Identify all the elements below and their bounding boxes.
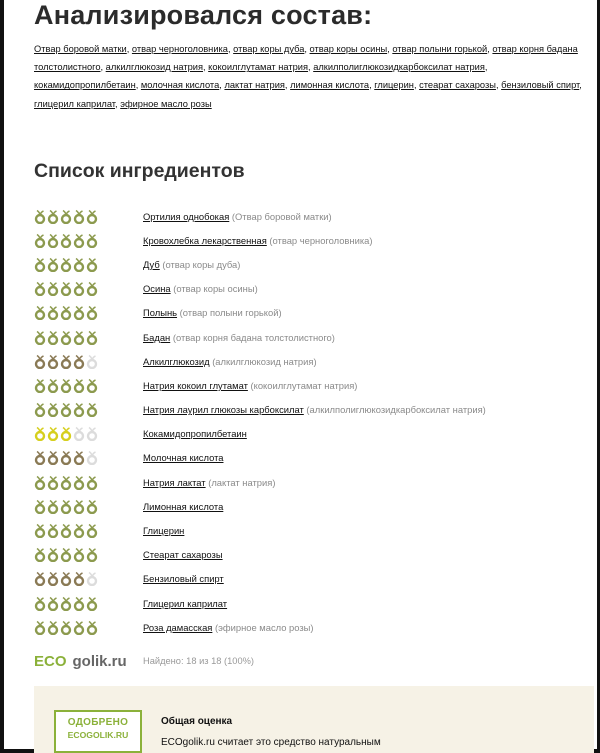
ingredient-name-link[interactable]: Кровохлебка лекарственная [143,234,267,246]
composition-link[interactable]: отвар черноголовника [131,44,228,54]
sprout-icon [60,499,72,514]
sprout-icon [73,426,85,441]
sprout-icon [73,450,85,465]
sprout-icon [34,475,46,490]
ingredient-row [34,567,594,591]
sprout-icon [60,523,72,538]
sprout-icon [60,547,72,562]
ingredient-text [143,235,372,246]
ingredient-row [34,349,594,373]
ingredient-name-link[interactable]: Натрия кокоил глутамат [143,379,248,391]
ingredient-row [34,494,594,518]
ingredient-name-link[interactable]: Стеарат сахарозы [143,549,223,561]
composition-link[interactable]: глицерин [374,80,414,91]
ingredient-text [143,598,227,609]
ingredient-name-link[interactable]: Дуб [143,258,160,270]
sprout-icon [34,547,46,562]
sprout-icon [47,281,59,296]
ingredient-name-link[interactable]: Глицерил каприлат [143,597,228,609]
sprout-icon [86,426,98,441]
ingredient-row [34,277,594,301]
sprout-icon [47,571,59,586]
sprout-icon [34,305,46,320]
sprout-icon [34,281,46,296]
sprout-icon [47,620,59,635]
sprout-icon [73,209,85,224]
ingredient-text [143,452,223,463]
ingredient-rating [34,596,143,611]
ingredient-text [143,428,247,439]
ingredient-row [34,615,594,639]
sprout-icon [73,499,85,514]
sprout-icon [86,475,98,490]
sprout-icon [47,354,59,369]
composition-link[interactable]: лимонная кислота [290,80,370,91]
sprout-icon [47,547,59,562]
sprout-icon [86,402,98,417]
composition-link[interactable]: отвар корня бадана толстолистного [34,44,578,73]
ingredient-text [143,380,357,391]
composition-link[interactable]: бензиловый спирт [501,80,580,91]
sprout-icon [60,281,72,296]
ingredient-rating [34,281,143,296]
ingredient-name-link[interactable]: Натрия лактат [143,476,206,488]
sprout-icon [60,571,72,586]
composition-link[interactable]: молочная кислота [140,80,220,91]
ingredient-row [34,422,594,446]
sprout-icon [34,450,46,465]
ingredient-alt-name: (лактат натрия) [208,476,276,488]
sprout-icon [60,620,72,635]
ingredient-alt-name: (кокоилглутамат натрия) [250,379,358,391]
sprout-icon [60,596,72,611]
sprout-icon [60,354,72,369]
overall-rating-panel [34,686,594,753]
ingredient-alt-name: (эфирное масло розы) [215,621,314,633]
ingredient-name-link[interactable]: Алкилглюкозид [143,355,210,367]
badge-line1: ОДОБРЕНО [67,717,129,728]
sprout-icon [47,426,59,441]
ingredient-text [143,549,223,560]
ingredient-row [34,204,594,228]
sprout-icon [86,450,98,465]
ingredient-rating [34,402,143,417]
sprout-icon [60,305,72,320]
sprout-icon [73,305,85,320]
sprout-icon [73,378,85,393]
composition-link[interactable]: отвар коры дуба [233,44,305,54]
sprout-icon [73,233,85,248]
composition-link[interactable]: кокамидопропилбетаин [34,80,136,91]
ingredient-text [143,404,486,415]
sprout-icon [73,596,85,611]
sprout-icon [73,475,85,490]
sprout-icon [60,378,72,393]
sprout-icon [73,523,85,538]
ingredient-name-link[interactable]: Бадан [143,331,171,343]
composition-link[interactable]: отвар полыни горькой [392,44,488,54]
sprout-icon [34,596,46,611]
composition-link[interactable]: отвар коры осины [309,44,388,54]
sprout-icon [34,354,46,369]
sprout-icon [86,233,98,248]
ingredient-alt-name: (отвар коры осины) [173,283,258,295]
sprout-icon [73,281,85,296]
ingredient-rating [34,330,143,345]
ingredient-text [143,307,282,318]
sprout-icon [47,305,59,320]
ingredient-text [143,259,240,270]
composition-link[interactable]: глицерил каприлат [34,98,116,109]
ingredient-text [143,211,332,222]
sprout-icon [34,209,46,224]
ingredient-alt-name: (алкилполиглюкозидкарбоксилат натрия) [306,404,486,416]
sprout-icon [47,233,59,248]
composition-link[interactable]: алкилглюкозид натрия [105,62,203,73]
ingredient-text [143,332,335,343]
ingredient-rating [34,450,143,465]
sprout-icon [47,450,59,465]
ingredient-row [34,252,594,276]
ingredient-rating [34,305,143,320]
ingredient-alt-name: (отвар корня бадана толстолистного) [172,331,335,343]
ingredient-rating [34,378,143,393]
ingredient-list [34,204,594,639]
sprout-icon [60,330,72,345]
result-summary-row [34,646,254,676]
sprout-icon [47,499,59,514]
ecogolik-logo [34,653,143,670]
sprout-icon [60,475,72,490]
ingredient-text [143,501,223,512]
ingredients-heading: Список ингредиентов [34,160,245,182]
ingredient-alt-name: (отвар полыни горькой) [179,307,282,319]
sprout-icon [73,330,85,345]
sprout-icon [47,257,59,272]
sprout-icon [34,620,46,635]
ingredient-rating [34,426,143,441]
ingredient-rating [34,209,143,224]
ingredient-name-link[interactable]: Роза дамасская [143,621,213,633]
ingredient-rating [34,547,143,562]
sprout-icon [60,402,72,417]
ingredient-alt-name: (отвар коры дуба) [162,258,241,270]
ingredient-rating [34,499,143,514]
sprout-icon [86,499,98,514]
sprout-icon [60,426,72,441]
sprout-icon [86,209,98,224]
sprout-icon [34,571,46,586]
composition-links: Отвар боровой матки, отвар черноголовника, отвар коры дуба, отвар коры осины, отвар полыни горькой, отвар корня бадана толстолистного, алкилглюкозид натрия, кокоилглутамат натрия, алкилполиглюкозидкарбоксилат натрия, кокамидопропилбетаин, молочная кислота, лактат натрия, лимонная кислота, глицерин, стеарат сахарозы, бензиловый спирт, глицерил каприлат, эфирное масло розы [34,44,582,109]
ingredient-row [34,301,594,325]
sprout-icon [47,596,59,611]
ingredient-text [143,525,184,536]
ingredient-alt-name: (алкилглюкозид натрия) [212,355,317,367]
composition-link[interactable]: эфирное масло розы [120,98,212,109]
ingredient-row [34,228,594,252]
ingredient-rating [34,620,143,635]
sprout-icon [86,571,98,586]
sprout-icon [73,354,85,369]
ingredient-rating [34,523,143,538]
sprout-icon [60,209,72,224]
sprout-icon [47,523,59,538]
sprout-icon [47,475,59,490]
ingredient-name-link[interactable]: Кокамидопропилбетаин [143,428,247,440]
sprout-icon [47,330,59,345]
ingredient-row [34,543,594,567]
ingredient-name-link[interactable]: Натрия лаурил глюкозы карбоксилат [143,404,304,416]
analyzed-heading: Анализировался состав: [34,0,373,30]
sprout-icon [34,499,46,514]
ingredient-name-link[interactable]: Глицерин [143,525,185,537]
sprout-icon [34,523,46,538]
sprout-icon [86,330,98,345]
ingredient-name-link[interactable]: Бензиловый спирт [143,573,224,585]
ingredient-name-link[interactable]: Полынь [143,307,178,319]
ingredient-text [143,477,275,488]
logo-eco-text: ECO [34,652,67,670]
badge-line2: ECOGOLIK.RU [67,730,129,740]
sprout-icon [47,378,59,393]
composition-link[interactable]: лактат натрия [224,80,285,91]
ingredient-name-link[interactable]: Ортилия однобокая [143,210,230,222]
sprout-icon [86,547,98,562]
sprout-icon [60,450,72,465]
sprout-icon [47,209,59,224]
ingredient-name-link[interactable]: Осина [143,283,171,295]
ingredient-row [34,325,594,349]
sprout-icon [86,596,98,611]
composition-link[interactable]: алкилполиглюкозидкарбоксилат натрия [313,62,485,73]
sprout-icon [73,571,85,586]
composition-link[interactable]: кокоилглутамат натрия [208,62,309,73]
ingredient-rating [34,571,143,586]
sprout-icon [86,620,98,635]
ingredient-rating [34,354,143,369]
ingredient-rating [34,233,143,248]
logo-golik-text: golik.ru [72,652,127,670]
sprout-icon [60,257,72,272]
ingredient-row [34,398,594,422]
approved-badge [54,710,142,753]
ingredient-text [143,283,258,294]
sprout-icon [73,620,85,635]
ingredient-row [34,470,594,494]
composition-link[interactable]: стеарат сахарозы [419,80,496,91]
sprout-icon [34,426,46,441]
sprout-icon [86,305,98,320]
found-count: Найдено: 18 из 18 (100%) [143,656,254,666]
ingredient-row [34,518,594,542]
ingredient-text [143,573,224,584]
sprout-icon [73,257,85,272]
sprout-icon [34,402,46,417]
sprout-icon [47,402,59,417]
sprout-icon [34,378,46,393]
ingredient-row [34,446,594,470]
ingredient-alt-name: (отвар черноголовника) [269,234,373,246]
sprout-icon [34,257,46,272]
sprout-icon [34,330,46,345]
ingredient-rating [34,257,143,272]
sprout-icon [86,354,98,369]
sprout-icon [86,257,98,272]
sprout-icon [86,523,98,538]
composition-link[interactable]: Отвар боровой матки [34,44,127,54]
ingredient-row [34,373,594,397]
sprout-icon [73,402,85,417]
ingredient-name-link[interactable]: Лимонная кислота [143,500,224,512]
sprout-icon [34,233,46,248]
sprout-icon [86,378,98,393]
ingredient-row [34,591,594,615]
overall-text: ECOgolik.ru считает это средство натуральным [161,737,381,748]
sprout-icon [86,281,98,296]
overall-title: Общая оценка [161,716,233,727]
sprout-icon [73,547,85,562]
ingredient-text [143,356,317,367]
ingredient-rating [34,475,143,490]
ingredient-name-link[interactable]: Молочная кислота [143,452,224,464]
ingredient-alt-name: (Отвар боровой матки) [231,210,332,222]
sprout-icon [60,233,72,248]
ingredient-text [143,622,314,633]
